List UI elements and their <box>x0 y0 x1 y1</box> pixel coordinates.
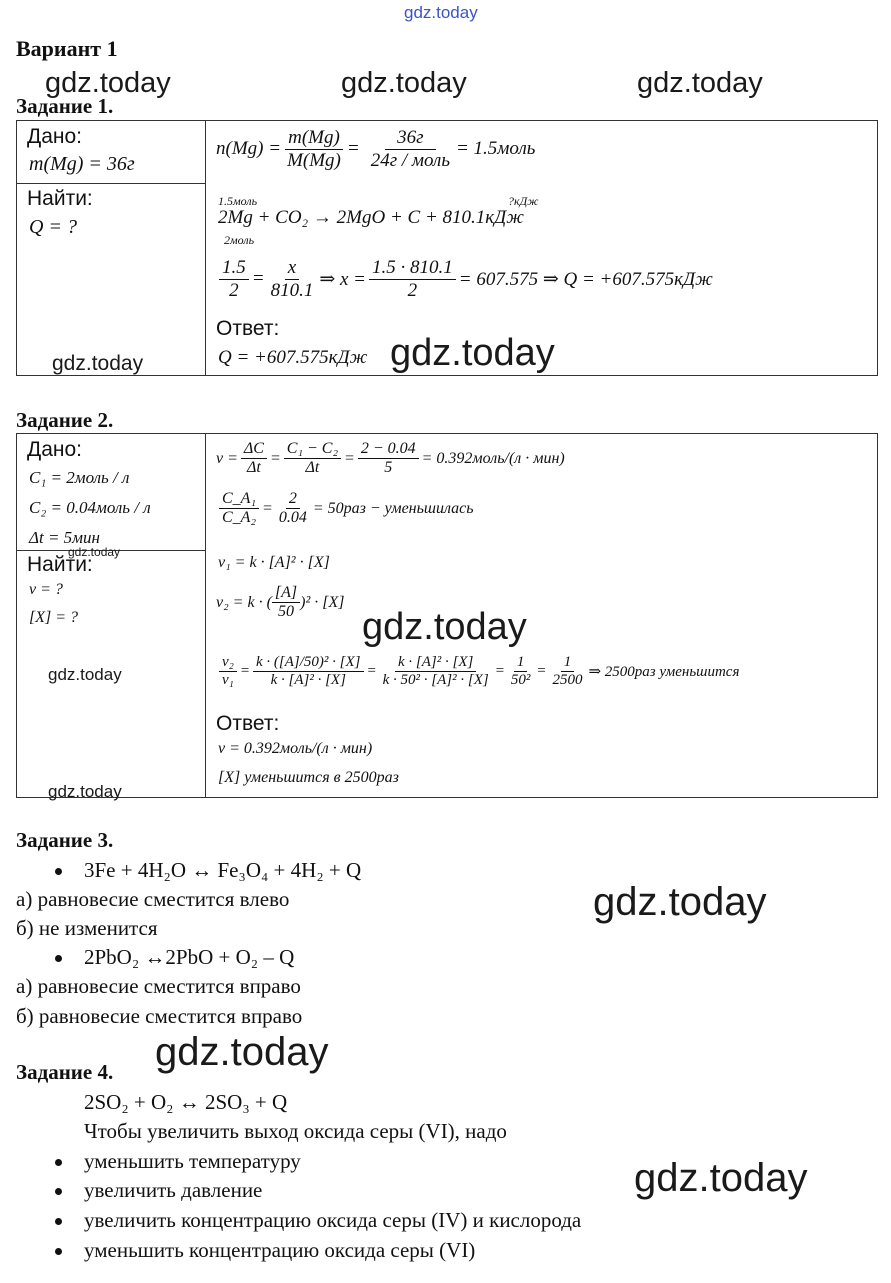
task2-line3: v₁ = k · [A]² · [X] <box>218 554 330 571</box>
watermark: gdz.today <box>341 67 467 99</box>
answer-label: Ответ: <box>216 712 280 735</box>
task2-solution-cell <box>206 434 878 798</box>
given-value: m(Mg) = 36г <box>29 153 135 175</box>
task4-bullet-4: уменьшить концентрацию оксида серы (VI) <box>84 1238 476 1262</box>
task3-reaction-2: 2PbO₂ ↔2PbO + O₂ – Q <box>84 945 295 969</box>
task2-given-cell <box>17 434 206 551</box>
watermark: gdz.today <box>52 352 144 375</box>
watermark: gdz.today <box>68 545 121 559</box>
task3-answer-a2: а) равновесие сместится вправо <box>16 974 301 998</box>
watermark: gdz.today <box>637 67 763 99</box>
bullet-dot <box>55 1188 62 1195</box>
find-x: [X] = ? <box>29 609 79 626</box>
ann-kj: ?кДж <box>508 194 539 208</box>
given-label: Дано: <box>27 125 83 148</box>
ann-2mol: 2моль <box>224 233 255 247</box>
task4-intro: Чтобы увеличить выход оксида серы (VI), надо <box>84 1119 507 1143</box>
watermark: gdz.today <box>593 880 767 924</box>
find-label: Найти: <box>27 187 93 210</box>
bullet-dot <box>55 868 62 875</box>
watermark: gdz.today <box>155 1030 329 1074</box>
task1-find-cell <box>17 184 206 376</box>
task1-given-cell <box>17 121 206 184</box>
given-c2: C₂ = 0.04моль / л <box>29 498 151 517</box>
task2-line5: $\frac{\text{v₂}}{\text{v₁}}$ = $\frac{\text{k · ([A]/50)² · [X]}}{\text{k · [A]² · [X]}}$ = $\frac{\text{k · [A]² · [X]}}{\text{k · 50² · [A]² · [X]}}$ = $\frac{1}{\text{50²}}$ = $\frac{1}{2500}$ ⇒ 2500раз уменьшится <box>216 654 739 690</box>
task2-answer-v: v = 0.392моль/(л · мин) <box>218 740 373 757</box>
task3-answer-a1: а) равновесие сместится влево <box>16 887 290 911</box>
task4-bullet-1: уменьшить температуру <box>84 1149 301 1173</box>
find-value: Q = ? <box>29 216 77 238</box>
task2-line2: $\frac{\text{C\_A₁}}{\text{C\_A₂}}$ = $\frac{2}{0.04}$ = 50раз − уменьшилась <box>216 490 474 528</box>
given-dt: Δt = 5мин <box>29 528 100 547</box>
task4-heading: Задание 4. <box>16 1060 114 1084</box>
watermark: gdz.today <box>390 332 555 374</box>
task2-line4: v₂ = k · ( $\frac{[A]}{50}$ )² · [X] <box>216 584 345 621</box>
watermark: gdz.today <box>634 1156 808 1200</box>
watermark: gdz.today <box>48 665 122 684</box>
task1-heading: Задание 1. <box>16 94 114 118</box>
answer-label: Ответ: <box>216 317 280 340</box>
task3-reaction-1: 3Fe + 4H₂O ↔ Fe₃O₄ + 4H₂ + Q <box>84 858 362 882</box>
task3-answer-b2: б) равновесие сместится вправо <box>16 1004 303 1028</box>
task1-line1: n(Mg) = $\frac{m(Mg)}{M(Mg)}$ = $\frac{36г}{\text{24г / моль}}$ = 1.5моль <box>216 127 536 171</box>
watermark-top: gdz.today <box>404 3 478 22</box>
bullet-dot <box>55 1159 62 1166</box>
watermark: gdz.today <box>45 67 171 99</box>
bullet-dot <box>55 955 62 962</box>
task2-answer-x: [X] уменьшится в 2500раз <box>218 769 399 786</box>
task1-answer: Q = +607.575кДж <box>218 347 368 368</box>
task4-bullet-3: увеличить концентрацию оксида серы (IV) и кислорода <box>84 1208 582 1232</box>
watermark: gdz.today <box>362 606 527 648</box>
task1-reaction: 2Mg + CO₂ → 2MgO + C + 810.1кДж <box>218 207 524 228</box>
ann-1-5mol: 1.5моль <box>218 194 258 208</box>
watermark: gdz.today <box>48 782 122 801</box>
bullet-dot <box>55 1248 62 1255</box>
given-c1: C₁ = 2моль / л <box>29 468 130 487</box>
given-label: Дано: <box>27 438 83 461</box>
bullet-dot <box>55 1218 62 1225</box>
variant-title: Вариант 1 <box>16 36 118 61</box>
task1-line3: $\frac{1.5}{2}$ = $\frac{x}{810.1}$ ⇒ x = $\frac{1.5 \cdot 810.1}{2}$ = 607.575 ⇒ Q = +607.575кДж <box>216 257 713 302</box>
find-label: Найти: <box>27 553 93 576</box>
task2-heading: Задание 2. <box>16 408 114 432</box>
task3-answer-b1: б) не изменится <box>16 916 158 940</box>
task4-bullet-2: увеличить давление <box>84 1178 263 1202</box>
find-v: v = ? <box>29 581 63 598</box>
task3-heading: Задание 3. <box>16 828 114 852</box>
task2-line1: v = $\frac{\Delta C}{\Delta t}$ = $\frac{\text{C₁ − C₂}}{\Delta t}$ = $\frac{2 - 0.04}{5}$ = 0.392моль/(л · мин) <box>216 440 565 477</box>
task4-reaction: 2SO₂ + O₂ ↔ 2SO₃ + Q <box>84 1090 288 1114</box>
